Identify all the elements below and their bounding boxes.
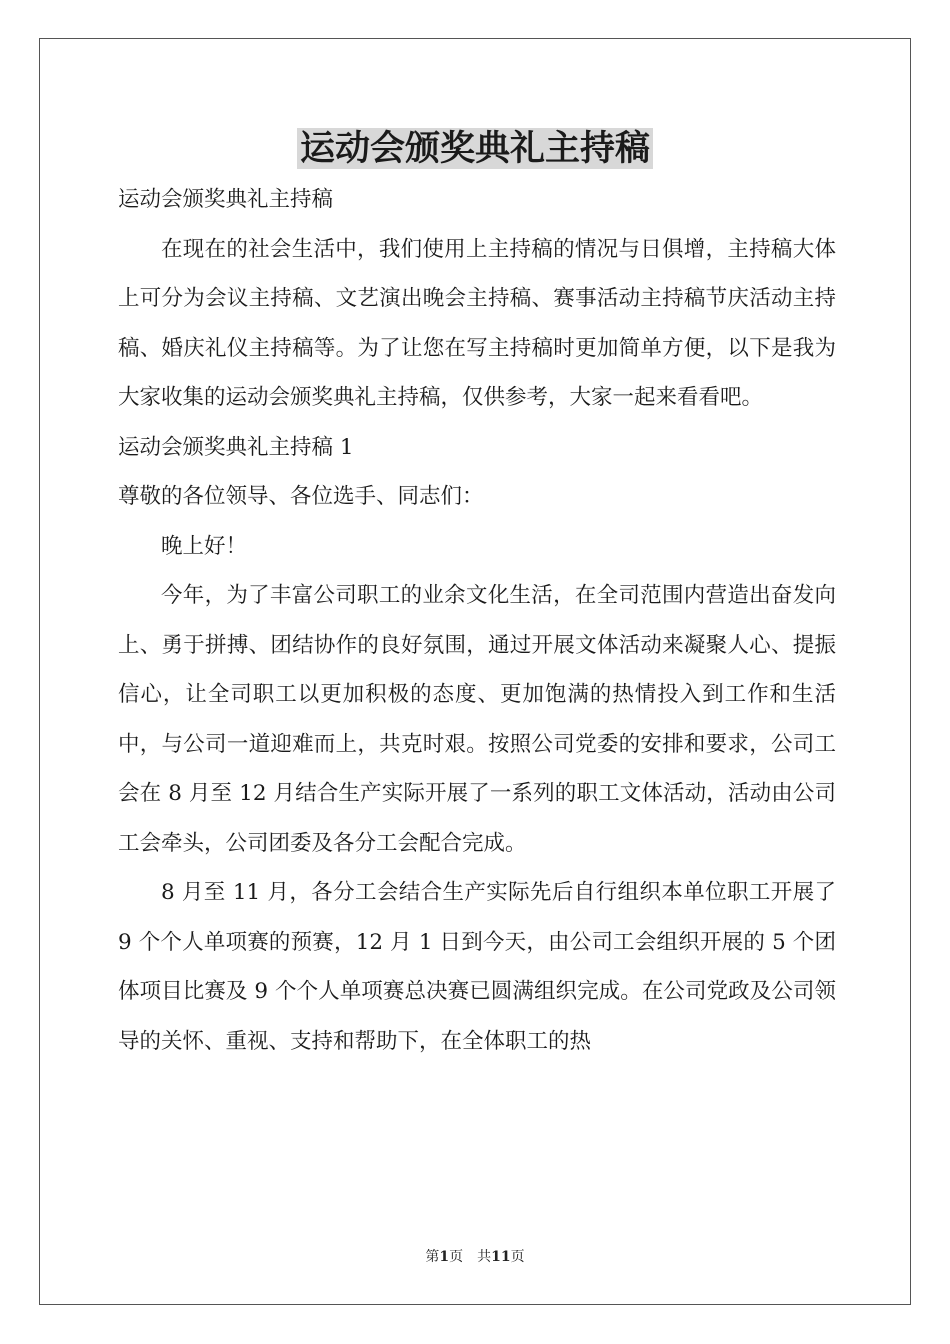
paragraph: 晚上好！ [161, 533, 248, 559]
paragraph: 8 月至 11 月，各分工会结合生产实际先后自行组织本单位职工开展了 9 个个人单项赛的预赛，12 月 1 日到今天，由公司工会组织开展的 5 个团体项目比赛及 9 个个人单项赛总决赛已圆满组织完成。在公司党政及公司领导的关怀、重视、支持和帮助下，在全体职工的热 [118, 880, 836, 1054]
paragraph: 在现在的社会生活中，我们使用上主持稿的情况与日俱增，主持稿大体上可分为会议主持稿、文艺演出晚会主持稿、赛事活动主持稿节庆活动主持稿、婚庆礼仪主持稿等。为了让您在写主持稿时更加简单方便，以下是我为大家收集的运动会颁奖典礼主持稿，仅供参考，大家一起来看看吧。 [118, 236, 836, 410]
paragraph: 今年，为了丰富公司职工的业余文化生活，在全司范围内营造出奋发向上、勇于拼搏、团结协作的良好氛围，通过开展文体活动来凝聚人心、提振信心，让全司职工以更加积极的态度、更加饱满的热情投入到工作和生活中，与公司一道迎难而上，共克时艰。按照公司党委的安排和要求，公司工会在 8 月至 12 月结合生产实际开展了一系列的职工文体活动，活动由公司工会牵头，公司团委及各分工会配合完成。 [118, 583, 836, 856]
page-label-mid: 页 共 [449, 1249, 492, 1265]
total-pages-number: 11 [491, 1249, 511, 1265]
paragraph: 尊敬的各位领导、各位选手、同志们： [118, 484, 484, 509]
document-title [0, 124, 950, 174]
page-footer [0, 1246, 950, 1266]
page-label-suffix: 页 [510, 1249, 525, 1265]
paragraph: 运动会颁奖典礼主持稿 1 [118, 434, 354, 460]
current-page-number: 1 [439, 1249, 450, 1265]
document-body [118, 175, 836, 1066]
page-label-prefix: 第 [425, 1249, 440, 1265]
paragraph: 运动会颁奖典礼主持稿 [118, 187, 334, 212]
document-title-text: 运动会颁奖典礼主持稿 [297, 128, 653, 169]
